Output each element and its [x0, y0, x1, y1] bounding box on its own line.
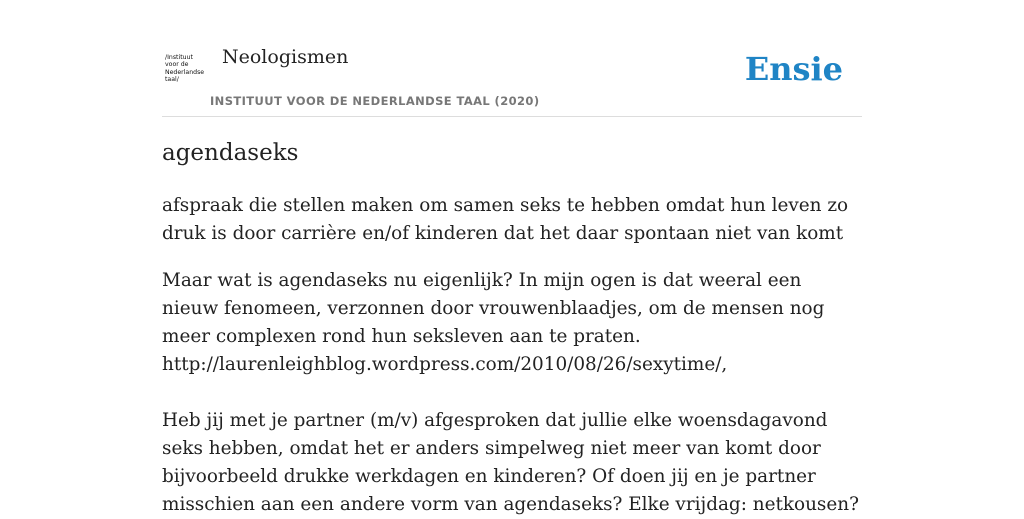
source-header [162, 0, 862, 117]
publisher-label: INSTITUUT VOOR DE NEDERLANDSE TAAL (2020) [210, 94, 540, 108]
source-title[interactable]: Neologismen [222, 46, 349, 68]
example-text: Maar wat is agendaseks nu eigenlijk? In mijn ogen is dat weeral een nieuw fenomeen, verzonnen door vrouwenblaadjes, om de mensen nog meer complexen rond hun seksleven aan te praten. http://laurenleighblog.wordpress.com/2010/08/26/sexytime/, Heb jij met je partner (m/v) afgesproken dat jullie elke woensdagavond seks hebben, omdat het er anders simpelweg niet meer van komt door bijvoorbeeld drukke werkdagen en kinderen? Of doen jij en je partner misschien aan een andere vorm van agendaseks? Elke vrijdag: netkousen? [162, 270, 859, 515]
institute-logo[interactable]: /Instituut voor de Nederlandse taal/ [165, 54, 205, 84]
headword: agendaseks [162, 140, 299, 166]
entry-card [162, 0, 862, 515]
brand-logo-link[interactable]: Ensie [744, 50, 843, 88]
definition-text: afspraak die stellen maken om samen seks te hebben omdat hun leven zo druk is door carrière en/of kinderen dat het daar spontaan niet van komt [162, 195, 849, 244]
